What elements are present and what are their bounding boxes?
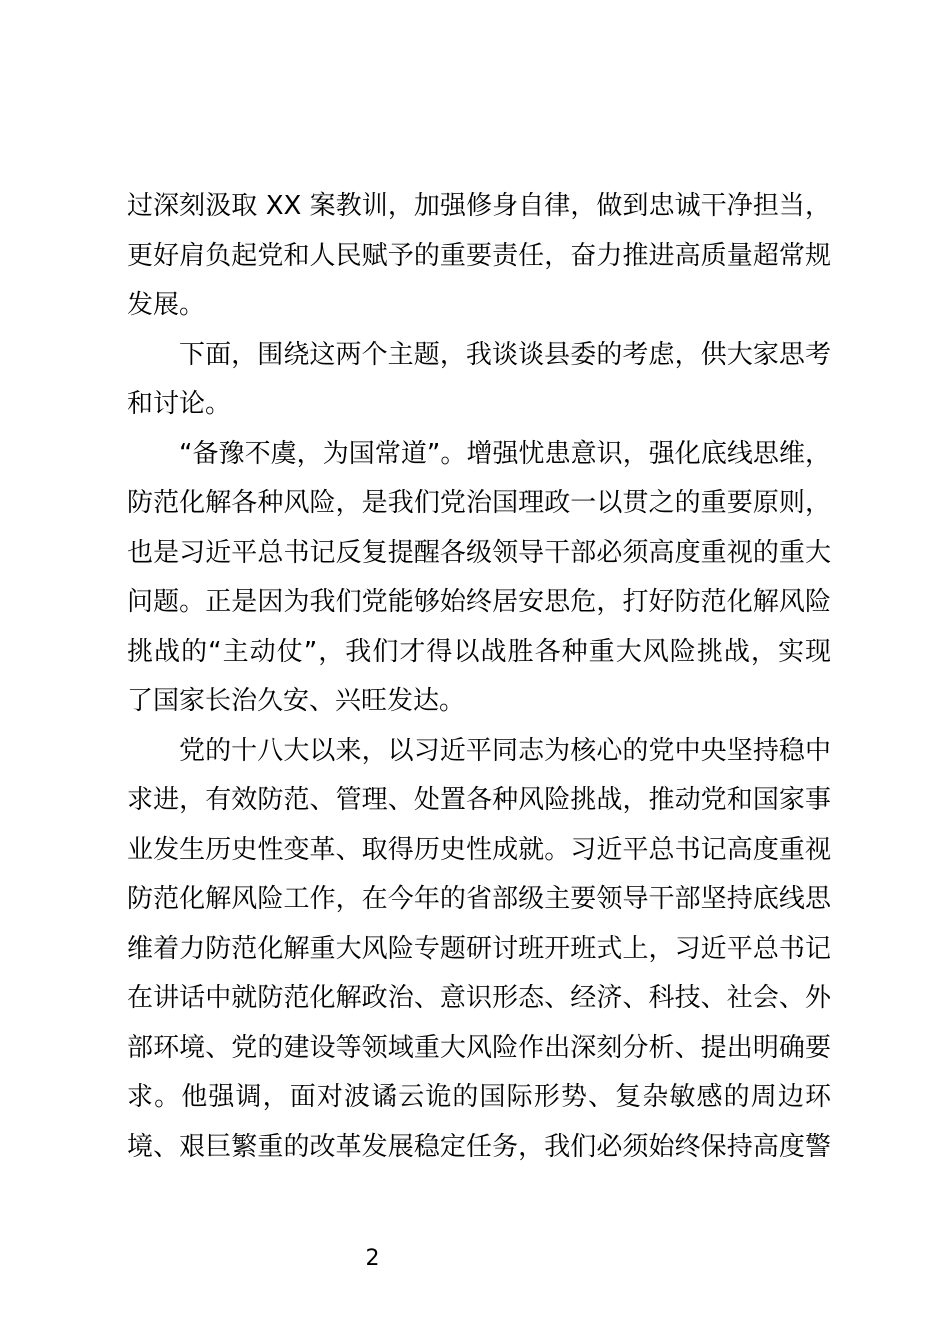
text-line: 过深刻汲取 XX 案教训，加强修身自律，做到忠诚干净担当， (127, 191, 831, 221)
text-line: 和讨论。 (127, 389, 232, 419)
text-line: 求。他强调，面对波谲云诡的国际形势、复杂敏感的周边环 (127, 1082, 831, 1112)
text-line: 也是习近平总书记反复提醒各级领导干部必须高度重视的重大 (127, 537, 831, 568)
document-body (127, 182, 831, 1172)
text-line: 了国家长治久安、兴旺发达。 (127, 686, 466, 716)
text-line: 业发生历史性变革、取得历史性成就。习近平总书记高度重视 (127, 834, 831, 865)
text-line: 下面，围绕这两个主题，我谈谈县委的考虑，供大家思考 (179, 339, 831, 370)
text-line: 维着力防范化解重大风险专题研讨班开班式上，习近平总书记 (127, 933, 831, 964)
text-line: 求进，有效防范、管理、处置各种风险挑战，推动党和国家事 (127, 785, 831, 815)
text-line: 在讲话中就防范化解政治、意识形态、经济、科技、社会、外 (127, 983, 831, 1013)
text-line: 部环境、党的建设等领域重大风险作出深刻分析、提出明确要 (127, 1032, 831, 1063)
text-line: 党的十八大以来，以习近平同志为核心的党中央坚持稳中 (179, 735, 831, 766)
text-line: 防范化解各种风险，是我们党治国理政一以贯之的重要原则， (127, 488, 831, 518)
text-line: “备豫不虞，为国常道”。增强忧患意识，强化底线思维， (179, 438, 831, 469)
text-line: 境、艰巨繁重的改革发展稳定任务，我们必须始终保持高度警 (127, 1131, 831, 1162)
text-line: 挑战的“主动仗”，我们才得以战胜各种重大风险挑战，实现 (127, 636, 831, 667)
page-number: 2 (365, 1246, 380, 1271)
text-line: 发展。 (127, 290, 206, 320)
text-line: 防范化解风险工作，在今年的省部级主要领导干部坚持底线思 (127, 884, 831, 914)
text-line: 问题。正是因为我们党能够始终居安思危，打好防范化解风险 (127, 587, 831, 617)
text-line: 更好肩负起党和人民赋予的重要责任，奋力推进高质量超常规 (127, 240, 831, 271)
